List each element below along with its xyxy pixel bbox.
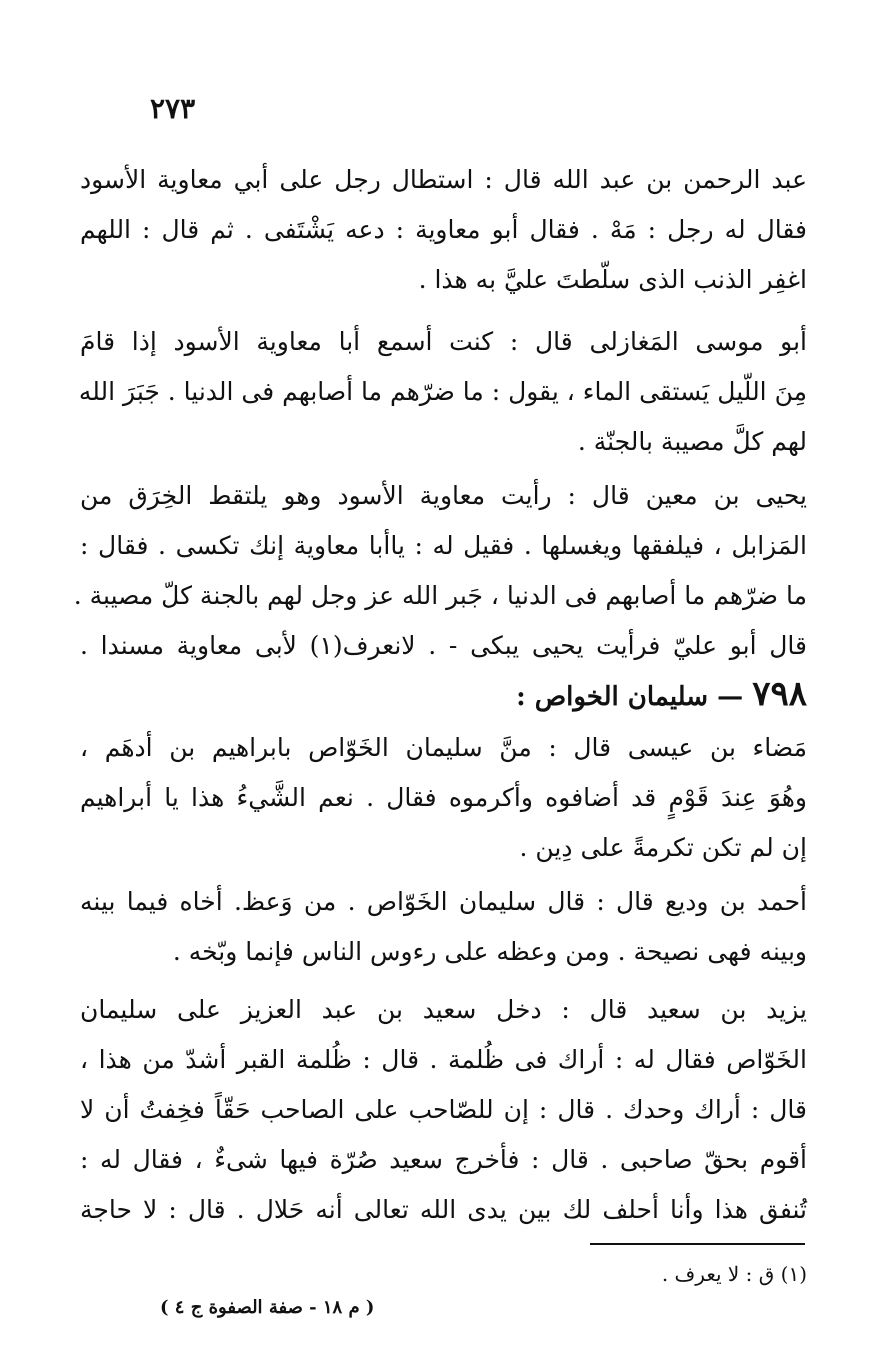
text-line: أقوم بحقّ صاحبى . قال : فأخرج سعيد صُرّة فيها شىءٌ ، فقال له : — [80, 1145, 807, 1174]
text-line: الخَوّاص فقال له : أراك فى ظُلمة . قال : ظُلمة القبر أشدّ من هذا ، — [80, 1045, 807, 1074]
entry-number: ٧٩٨ — [752, 674, 807, 714]
text-line: إن لم تكن تكرمةً على دِين . — [519, 833, 807, 862]
text-line: اغفِر الذنب الذى سلّطتَ عليَّ به هذا . — [418, 265, 807, 294]
footnote-rule — [590, 1243, 805, 1245]
text-line: مِنَ اللّيل يَستقى الماء ، يقول : ما ضرّهم ما أصابهم فى الدنيا . جَبَرَ الله — [78, 377, 807, 406]
text-line: قال : أراك وحدك . قال : إن للصّاحب على الصاحب حَقّاً فخِفتُ أن لا — [80, 1095, 807, 1124]
text-line: عبد الرحمن بن عبد الله قال : استطال رجل على أبي معاوية الأسود — [80, 165, 807, 194]
entry-title: سليمان الخواص : — [516, 682, 709, 712]
text-line: لهم كلَّ مصيبة بالجنّة . — [577, 427, 807, 456]
text-line: تُنفق هذا وأنا أحلف لك بين يدى الله تعالى أنه حَلال . قال : لا حاجة — [80, 1195, 807, 1224]
signature-line: ( م ١٨ - صفة الصفوة ج ٤ ) — [160, 1297, 375, 1318]
text-line: أحمد بن وديع قال : قال سليمان الخَوّاص . من وَعظ. أخاه فيما بينه — [80, 887, 807, 916]
text-line: مَضاء بن عيسى قال : منَّ سليمان الخَوّاص بابراهيم بن أدهَم ، — [80, 733, 807, 762]
text-line: وبينه فهى نصيحة . ومن وعظه على رءوس الناس فإنما وبّخه . — [172, 937, 807, 966]
footnote: (١) ق : لا يعرف . — [661, 1262, 807, 1286]
text-line: يحيى بن معين قال : رأيت معاوية الأسود وهو يلتقط الخِرَق من — [80, 481, 807, 510]
text-line: قال أبو عليّ فرأيت يحيى يبكى - . لانعرف(١) لأبى معاوية مسندا . — [80, 631, 807, 660]
entry-heading — [516, 674, 807, 714]
text-line: يزيد بن سعيد قال : دخل سعيد بن عبد العزيز على سليمان — [80, 995, 807, 1024]
text-line: وهُوَ عِندَ قَوْمٍ قد أضافوه وأكرموه فقال . نعم الشَّيءُ هذا يا أبراهيم — [80, 783, 807, 812]
text-line: أبو موسى المَغازلى قال : كنت أسمع أبا معاوية الأسود إذا قامَ — [80, 327, 807, 356]
page-number: ٢٧٣ — [150, 92, 196, 125]
entry-dash: — — [717, 682, 744, 712]
text-line: فقال له رجل : مَهْ . فقال أبو معاوية : دعه يَشْتَفى . ثم قال : اللهم — [80, 215, 807, 244]
text-line: المَزابل ، فيلفقها ويغسلها . فقيل له : ياأبا معاوية إنك تكسى . فقال : — [80, 531, 807, 560]
text-line: ما ضرّهم ما أصابهم فى الدنيا ، جَبر الله عز وجل لهم بالجنة كلّ مصيبة . — [73, 581, 807, 610]
